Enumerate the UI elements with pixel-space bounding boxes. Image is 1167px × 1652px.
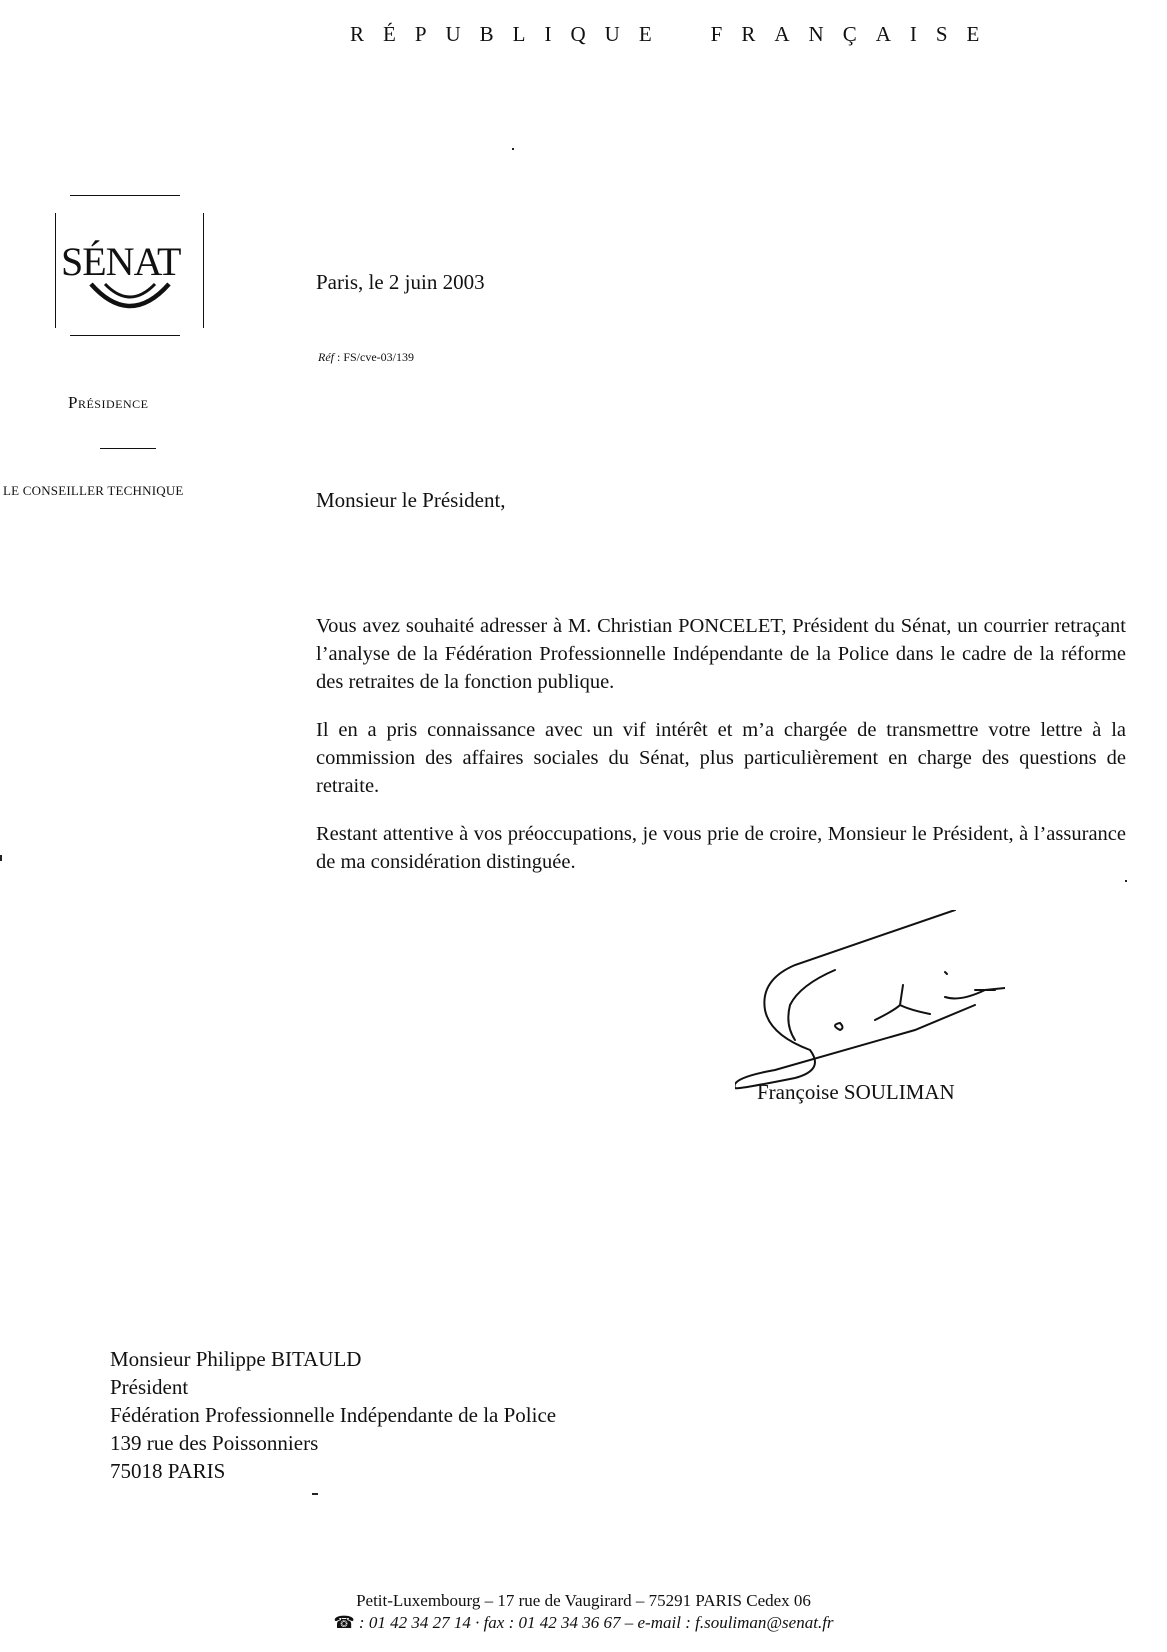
footer-fax: fax : 01 42 34 36 67 –	[483, 1613, 638, 1632]
salutation: Monsieur le Président,	[316, 488, 506, 512]
scan-speck	[512, 148, 514, 150]
recipient-line: Président	[110, 1375, 189, 1399]
logo-bottom-rule	[70, 335, 180, 336]
scan-speck	[0, 855, 2, 861]
signer-name: Françoise SOULIMAN	[757, 1080, 955, 1104]
footer-contact	[0, 1612, 1167, 1634]
republique-francaise-header	[350, 22, 1130, 47]
recipient-line: Monsieur Philippe BITAULD	[110, 1347, 362, 1371]
footer-phone: : 01 42 34 27 14 ·	[354, 1613, 484, 1632]
senat-logo	[55, 195, 200, 345]
department-divider	[100, 448, 156, 449]
header-word-francaise: FRANÇAISE	[710, 22, 999, 46]
recipient-line: 139 rue des Poissonniers	[110, 1431, 319, 1455]
footer-address: Petit-Luxembourg – 17 rue de Vaugirard – 75291 PARIS Cedex 06	[356, 1591, 811, 1610]
letter-body	[316, 612, 1126, 896]
scan-speck	[1125, 880, 1127, 882]
logo-wordmark: SÉNAT	[61, 239, 181, 284]
sender-role: LE CONSEILLER TECHNIQUE	[3, 483, 184, 498]
reference-value: : FS/cve-03/139	[334, 350, 414, 364]
place-date: Paris, le 2 juin 2003	[316, 270, 485, 294]
body-paragraph: Restant attentive à vos préoccupations, je vous prie de croire, Monsieur le Président, à l’assurance de ma considération distinguée.	[316, 823, 1126, 873]
letterhead-footer	[0, 1590, 1167, 1634]
logo-top-rule	[70, 195, 180, 196]
recipient-line: 75018 PARIS	[110, 1459, 226, 1483]
recipient-address	[110, 1345, 556, 1485]
logo-left-bar	[55, 213, 56, 328]
recipient-line: Fédération Professionnelle Indépendante de la Police	[110, 1403, 557, 1427]
reference-label: Réf	[318, 350, 334, 364]
handwritten-signature	[735, 910, 1005, 1090]
reference	[318, 350, 414, 365]
body-paragraph: Il en a pris connaissance avec un vif intérêt et m’a chargée de transmettre votre lettre à la commission des affaires sociales du Sénat, plus particulièrement en charge des questions de retraite.	[316, 719, 1126, 797]
logo-arc-emblem	[85, 280, 175, 320]
header-word-republique: RÉPUBLIQUE	[350, 22, 671, 46]
telephone-icon: ☎	[333, 1613, 355, 1632]
scan-speck	[312, 1493, 318, 1495]
body-paragraph: Vous avez souhaité adresser à M. Christian PONCELET, Président du Sénat, un courrier retraçant l’analyse de la Fédération Professionnelle Indépendante de la Police dans le cadre de la réforme des retraites de la fonction publique.	[316, 615, 1126, 693]
department-label: Présidence	[68, 393, 149, 412]
logo-right-bar	[203, 213, 204, 328]
footer-email[interactable]: e-mail : f.souliman@senat.fr	[637, 1613, 834, 1632]
